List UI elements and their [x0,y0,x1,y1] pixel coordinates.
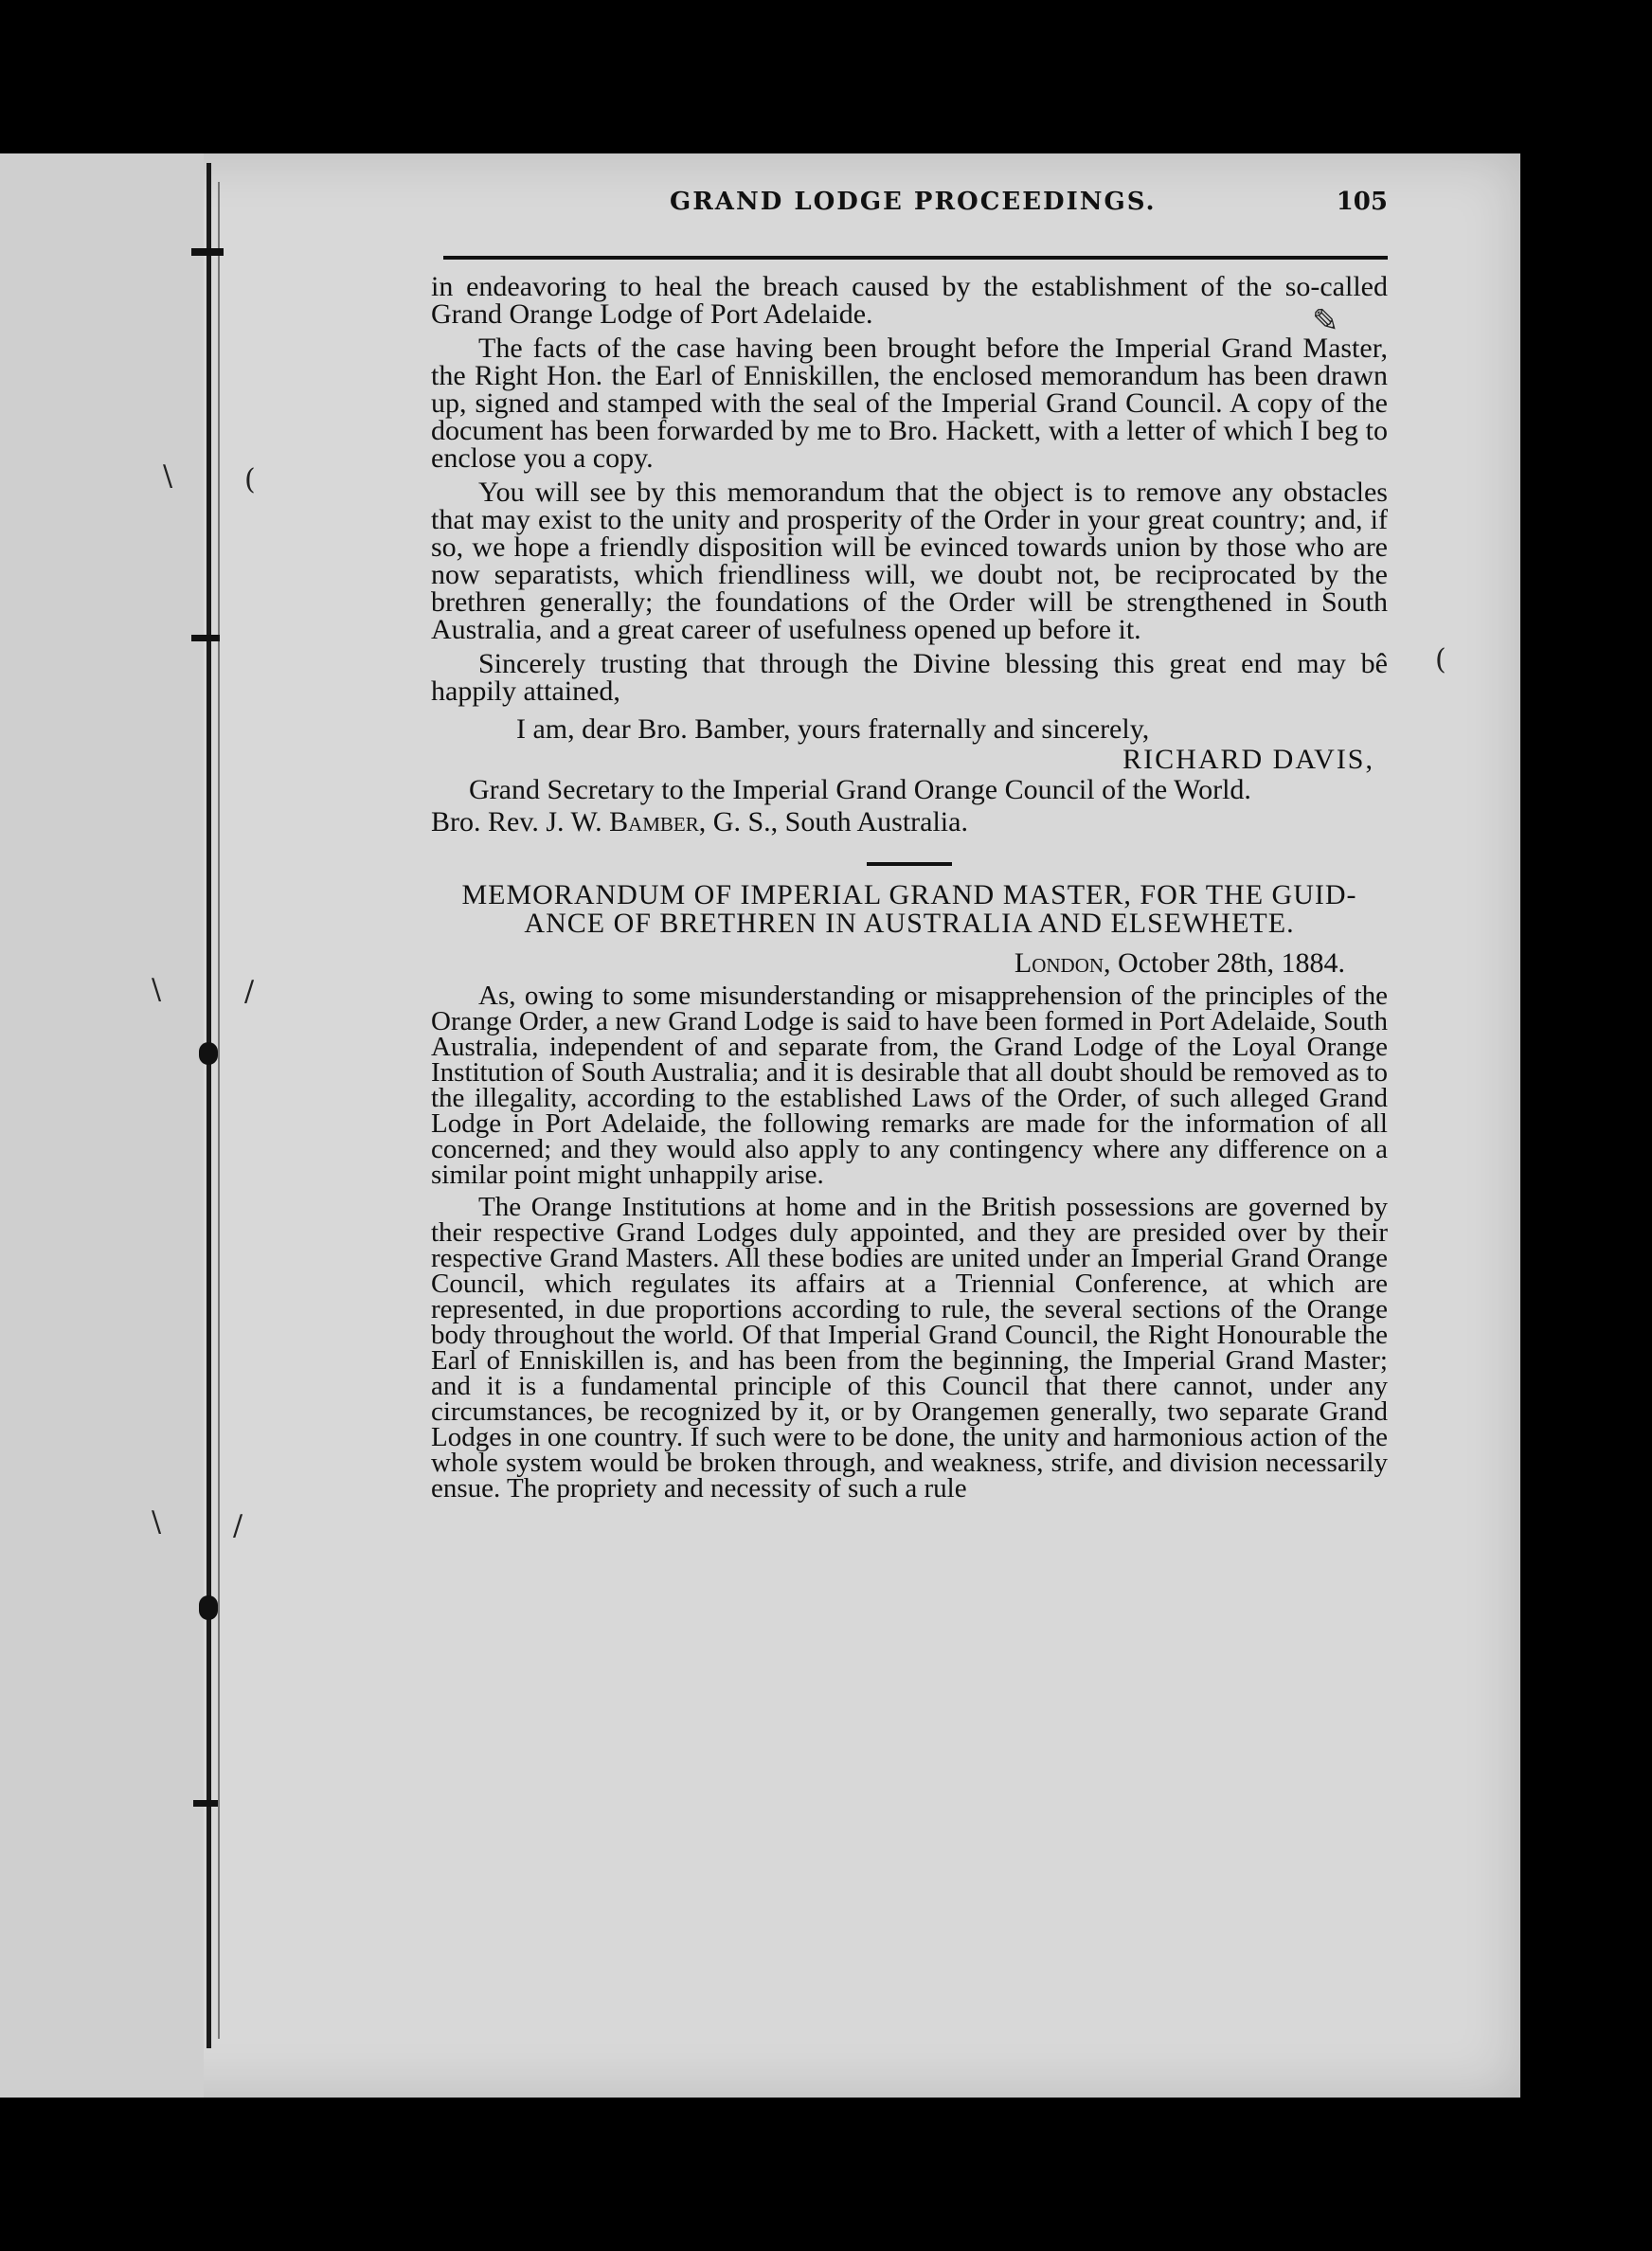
header-rule [443,256,1388,260]
running-head [431,188,1388,244]
memorandum-paragraph: As, owing to some misunderstanding or misapprehension of the principles of the Orange Order, a new Grand Lodge is said to have been formed in Port Adelaide, South Australia, independent of and separate from, the Grand Lodge of the Loyal Orange Institution of South Australia; and it is desirable that all doubt should be removed as to the illegality, according to the established Laws of the Order, of such alleged Grand Lodge in Port Adelaide, the following remarks are made for the information of all concerned; and they would also apply to any contingency where any difference on a similar point might unhappily arise. [431,981,1388,1190]
scan-mark: / [244,975,255,1008]
binding-thread [218,182,220,2039]
dateline-date: , October 28th, 1884. [1104,947,1345,979]
memorandum-title-line: MEMORANDUM OF IMPERIAL GRAND MASTER, FOR THE GUID- [461,879,1357,910]
binding-stitch [191,635,220,641]
letter-paragraph: You will see by this memorandum that the object is to remove any obstacles that may exist to the unity and prosperity of the Order in your great country; and, if so, we hope a friendly disposition will be evinced towards union by those who are now separatists, which friendliness will, we doubt not, be reciprocated by the brethren generally; the foundations of the Order will be strengthened in South Australia, and a great career of usefulness opened up before it. [431,477,1388,645]
letter-paragraph: The facts of the case having been brought before the Imperial Grand Master, the Right Hon. the Earl of Enniskillen, the enclosed memorandum has been drawn up, signed and stamped with the seal of the Imperial Grand Council. A copy of the document has been forwarded by me to Bro. Hackett, with a letter of which I beg to enclose you a copy. [431,333,1388,474]
signatory-title: Grand Secretary to the Imperial Grand Orange Council of the World. [469,774,1251,805]
scan-mark: \ [152,1505,162,1539]
binding-stitch [191,248,224,256]
binding-stitch [199,1042,218,1065]
binding-stitch [199,1595,218,1620]
signatory-name: RICHARD DAVIS, [1122,744,1374,775]
scan-mark: \ [163,459,173,493]
section-divider [867,862,952,866]
page-number: 105 [1336,188,1388,216]
addressee-name: Bamber [609,806,699,837]
memorandum-title-line: ANCE OF BRETHREN IN AUSTRALIA AND ELSEWHETE. [524,908,1295,939]
scan-mark: ( [244,463,256,496]
memorandum-title [431,881,1388,938]
scan-mark: ( [1435,643,1446,676]
letter-paragraph: Sincerely trusting that through the Divine blessing this great end may bê happily attained, [431,648,1388,707]
memorandum-paragraph: The Orange Institutions at home and in the British possessions are governed by their respective Grand Lodges duly appointed, and they are presided over by their respective Grand Masters. All these bodies are united under an Imperial Grand Orange Council, which regulates its affairs at a Triennial Conference, at which are represented, in due proportions according to rule, the several sections of the Orange body throughout the world. Of that Imperial Grand Council, the Right Honourable the Earl of Enniskillen is, and has been from the beginning, the Imperial Grand Master; and it is a fundamental principle of this Council that there cannot, under any circumstances, be recognized by it, or by Orangemen generally, two separate Grand Lodges in one country. If such were to be done, the unity and harmonious action of the whole system would be broken through, and weakness, strife, and division necessarily ensue. The propriety and necessity of such a rule [431,1192,1388,1504]
facing-page-edge [0,153,204,2098]
scan-mark: \ [152,973,162,1006]
letter-paragraph: in endeavoring to heal the breach caused by the establishment of the so-called Grand Orange Lodge of Port Adelaide. [431,271,1388,330]
letter-closing: I am, dear Bro. Bamber, yours fraternally and sincerely, [516,713,1150,745]
addressee-suffix: , G. S., South Australia. [698,806,968,837]
memorandum-dateline [431,949,1388,978]
addressee-line [431,807,1388,837]
page-content [431,188,1388,1502]
dateline-place: London [1014,947,1104,979]
scan-mark: ✎ [1312,302,1339,340]
addressee-prefix: Bro. Rev. J. W. [431,806,610,837]
scan-mark: / [233,1509,243,1542]
book-spine [206,163,211,2048]
running-title: GRAND LODGE PROCEEDINGS. [670,188,1157,216]
binding-stitch [193,1800,218,1807]
